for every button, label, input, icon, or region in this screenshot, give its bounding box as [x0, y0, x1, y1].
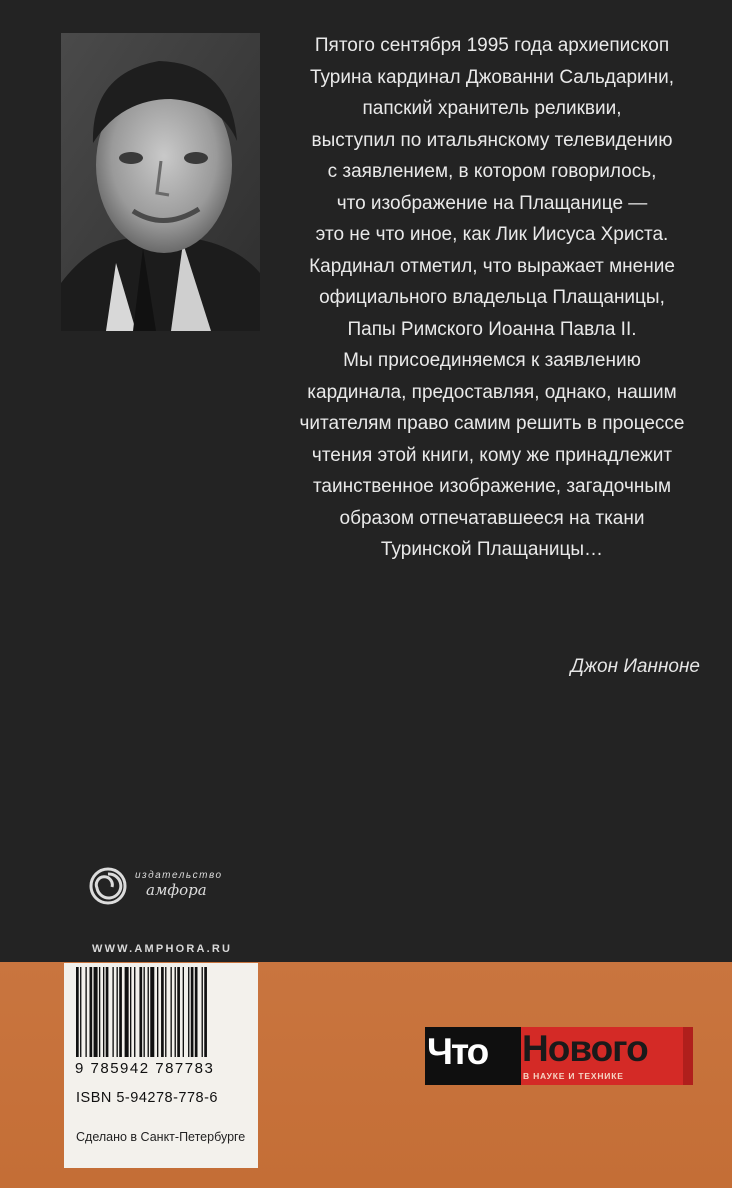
publisher-small-label: издательство — [135, 870, 223, 881]
barcode-bar — [204, 967, 207, 1057]
publisher-website[interactable]: WWW.AMPHORA.RU — [92, 943, 233, 955]
publisher-name: амфора — [146, 881, 207, 899]
author-signature: Джон Ианноне — [570, 656, 700, 677]
blurb-line: Кардинал отметил, что выражает мнение — [309, 255, 675, 277]
blurb-line: Пятого сентября 1995 года архиепископ — [314, 35, 670, 56]
barcode-bar — [191, 967, 194, 1057]
barcode-bar — [161, 967, 164, 1057]
barcode-bar — [195, 967, 198, 1057]
barcode-image — [74, 967, 248, 1059]
blurb-line: Мы присоединяемся к заявлению — [343, 350, 641, 371]
barcode-panel — [64, 963, 258, 1168]
barcode-bar — [139, 967, 142, 1057]
barcode-bar — [80, 967, 81, 1057]
blurb-line: это не что иное, как Лик Иисуса Христа. — [315, 224, 669, 245]
made-in-label: Сделано в Санкт-Петербурге — [76, 1130, 246, 1144]
blurb-line: кардинала, предоставляя, однако, нашим — [307, 381, 677, 403]
blurb-line: официального владельца Плащаницы, — [319, 287, 665, 308]
barcode-bar — [157, 967, 158, 1057]
barcode-bar — [175, 967, 176, 1057]
author-photo — [61, 33, 260, 331]
series-logo — [425, 1027, 693, 1085]
blurb-line: Туринской Плащаницы… — [380, 539, 604, 560]
barcode-bar — [117, 967, 118, 1057]
series-logo-side-bar — [683, 1027, 693, 1085]
blurb-line: читателям право самим решить в процессе — [299, 413, 685, 434]
barcode-bar — [90, 967, 93, 1057]
blurb-line: выступил по итальянскому телевидению — [311, 129, 673, 151]
series-subtitle: В НАУКЕ И ТЕХНИКЕ — [523, 1071, 624, 1081]
blurb-text — [262, 30, 722, 566]
barcode-bar — [165, 967, 166, 1057]
barcode-bar — [125, 967, 129, 1057]
barcode-digits: 9 785942 787783 — [75, 1060, 215, 1077]
blurb-line: Папы Римского Иоанна Павла II. — [347, 318, 637, 340]
barcode-bar — [134, 967, 135, 1057]
barcode-bar — [94, 967, 98, 1057]
barcode-bar — [130, 967, 131, 1057]
barcode-bar — [99, 967, 100, 1057]
barcode-bar — [106, 967, 109, 1057]
blurb-line: Турина кардинал Джованни Сальдарини, — [309, 66, 675, 88]
isbn-number: ISBN 5-94278-778-6 — [76, 1090, 218, 1106]
blurb-line: чтения этой книги, кому же принадлежит — [311, 444, 673, 466]
barcode-bar — [144, 967, 145, 1057]
blurb-line: таинственное изображение, загадочным — [312, 476, 672, 497]
barcode-bar — [171, 967, 172, 1057]
blurb-line: образом отпечатавшееся на ткани — [339, 507, 645, 529]
barcode-bar — [183, 967, 184, 1057]
barcode-bar — [112, 967, 113, 1057]
publisher-logo — [88, 866, 258, 910]
blurb-line: с заявлением, в котором говорилось, — [327, 161, 657, 182]
barcode-bar — [188, 967, 189, 1057]
barcode-bar — [177, 967, 180, 1057]
amphora-spiral-icon — [88, 866, 130, 906]
barcode-bar — [85, 967, 86, 1057]
series-word-what: Что — [427, 1031, 488, 1072]
blurb-line: папский хранитель реликвии, — [362, 98, 622, 119]
barcode-bar — [119, 967, 122, 1057]
barcode-bar — [148, 967, 149, 1057]
barcode-bar — [76, 967, 79, 1057]
barcode-bar — [202, 967, 203, 1057]
barcode-bar — [150, 967, 154, 1057]
barcode-bar — [103, 967, 104, 1057]
series-word-new: Нового — [522, 1028, 648, 1069]
blurb-line: что изображение на Плащанице — — [336, 192, 648, 214]
